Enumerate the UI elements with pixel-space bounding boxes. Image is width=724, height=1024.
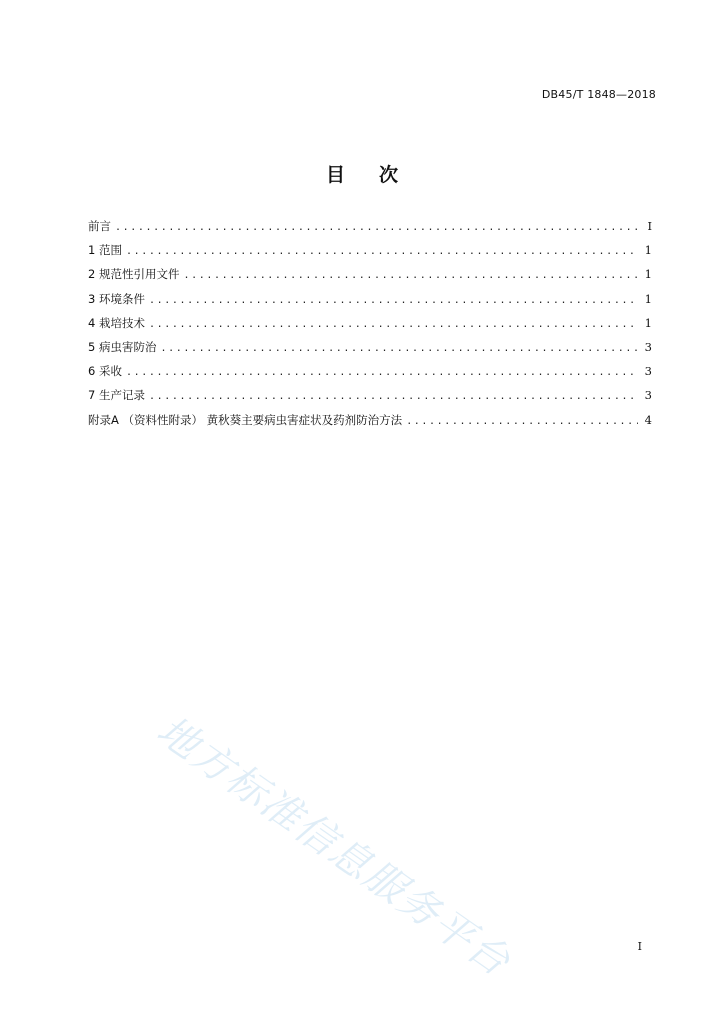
toc-entry-page: 4 (644, 412, 652, 427)
toc-entry-cultivation[interactable] (88, 315, 652, 339)
toc-entry-page: 1 (644, 243, 652, 258)
toc-dot-leader (160, 343, 638, 354)
toc-dot-leader (149, 391, 638, 402)
toc-dot-leader (149, 295, 638, 306)
toc-entry-normative-references[interactable] (88, 266, 652, 290)
toc-entry-page: 3 (644, 364, 652, 379)
toc-entry-appendix-a[interactable] (88, 412, 652, 436)
toc-entry-page: 3 (644, 388, 652, 403)
toc-entry-label: 6 采收 (88, 364, 122, 379)
toc-entry-label: 2 规范性引用文件 (88, 267, 180, 282)
toc-dot-leader (183, 270, 638, 281)
toc-entry-label: 5 病虫害防治 (88, 339, 157, 354)
toc-entry-label: 附录A （资料性附录） 黄秋葵主要病虫害症状及药剂防治方法 (88, 412, 403, 427)
page-title-char-1: 目 (325, 164, 345, 186)
page-title-char-2: 次 (379, 164, 399, 186)
toc-entry-page: I (647, 219, 652, 233)
toc-entry-label: 1 范围 (88, 243, 122, 258)
toc-entry-harvest[interactable] (88, 363, 652, 387)
watermark-text: 地方标准信息服务平台 (148, 707, 519, 986)
toc-entry-label: 4 栽培技术 (88, 315, 145, 330)
toc-dot-leader (115, 222, 638, 233)
toc-entry-pest-control[interactable] (88, 339, 652, 363)
toc-dot-leader (126, 367, 638, 378)
toc-entry-page: 3 (644, 339, 652, 354)
toc-dot-leader (126, 246, 638, 257)
toc-entry-label: 前言 (88, 219, 111, 233)
toc-entry-page: 1 (644, 267, 652, 282)
toc-entry-label: 7 生产记录 (88, 388, 145, 403)
toc-entry-production-records[interactable] (88, 387, 652, 411)
toc-dot-leader (149, 319, 638, 330)
toc-entry-page: 1 (644, 291, 652, 306)
page-number: I (637, 940, 642, 953)
page-title (0, 160, 724, 187)
document-code: DB45/T 1848—2018 (541, 88, 656, 101)
toc-entry-foreword[interactable] (88, 218, 652, 242)
toc-entry-environment[interactable] (88, 291, 652, 315)
toc-entry-page: 1 (644, 315, 652, 330)
toc-entry-label: 3 环境条件 (88, 291, 145, 306)
table-of-contents (88, 218, 652, 436)
toc-dot-leader (406, 416, 638, 427)
toc-entry-scope[interactable] (88, 242, 652, 266)
